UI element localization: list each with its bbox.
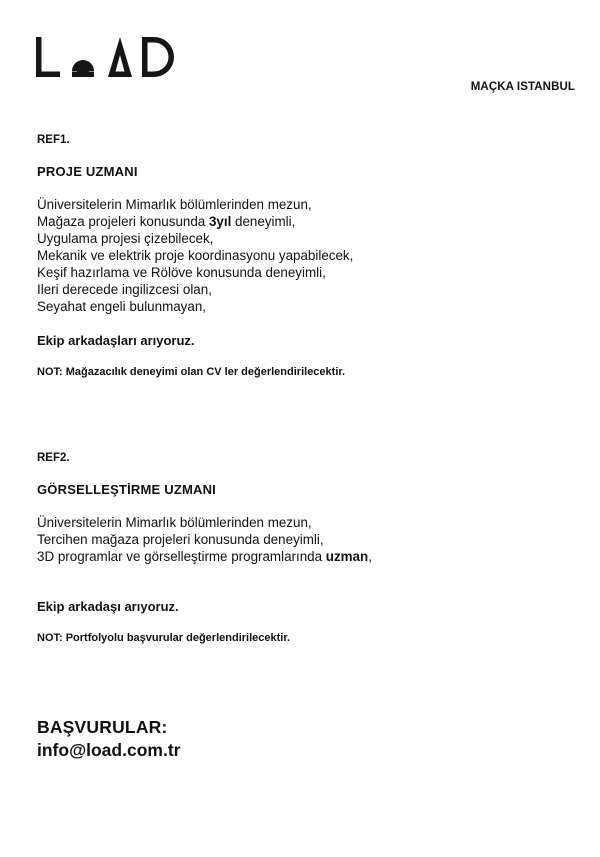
requirement-line	[37, 213, 353, 230]
requirement-line: Seyahat engeli bulunmayan,	[37, 299, 206, 314]
ref2-title: GÖRSELLEŞTİRME UZMANI	[37, 482, 216, 497]
requirement-line: Üniversitelerin Mimarlık bölümlerinden mezun,	[37, 197, 312, 212]
ref1-label: REF1.	[37, 134, 70, 146]
requirement-line: Üniversitelerin Mimarlık bölümlerinden mezun,	[37, 515, 312, 530]
load-logo	[36, 35, 176, 86]
ref2-callout: Ekip arkadaşı arıyoruz.	[37, 599, 179, 614]
ref1-callout: Ekip arkadaşları arıyoruz.	[37, 333, 195, 348]
requirement-line: Ileri derecede ingilizcesi olan,	[37, 282, 212, 297]
requirement-text: ,	[368, 549, 372, 564]
load-logo-mark	[36, 35, 176, 81]
requirement-line	[37, 548, 372, 565]
requirement-line: Mekanik ve elektrik proje koordinasyonu yapabilecek,	[37, 248, 354, 263]
applications-email[interactable]: info@load.com.tr	[37, 740, 181, 760]
requirement-text: deneyimli,	[231, 214, 296, 229]
requirement-line: Uygulama projesi çizebilecek,	[37, 231, 214, 246]
ref1-note: NOT: Mağazacılık deneyimi olan CV ler değerlendirilecektir.	[37, 366, 346, 378]
requirement-text: 3D programlar ve görselleştirme programlarında	[37, 549, 326, 564]
requirement-line: Tercihen mağaza projeleri konusunda deneyimli,	[37, 532, 324, 547]
requirement-line: Keşif hazırlama ve Rölöve konusunda deneyimli,	[37, 265, 326, 280]
ref2-requirements	[37, 514, 372, 565]
ref2-label: REF2.	[37, 452, 70, 464]
ref1-requirements	[37, 196, 353, 315]
ref2-note: NOT: Portfolyolu başvurular değerlendirilecektir.	[37, 632, 291, 644]
requirement-emphasis: 3yıl	[208, 214, 232, 229]
location-label: MAÇKA ISTANBUL	[470, 81, 575, 93]
ref1-title: PROJE UZMANI	[37, 164, 138, 179]
requirement-text: Mağaza projeleri konusunda	[37, 214, 209, 229]
applications-heading: BAŞVURULAR:	[37, 717, 168, 737]
requirement-emphasis: uzman	[325, 549, 369, 564]
